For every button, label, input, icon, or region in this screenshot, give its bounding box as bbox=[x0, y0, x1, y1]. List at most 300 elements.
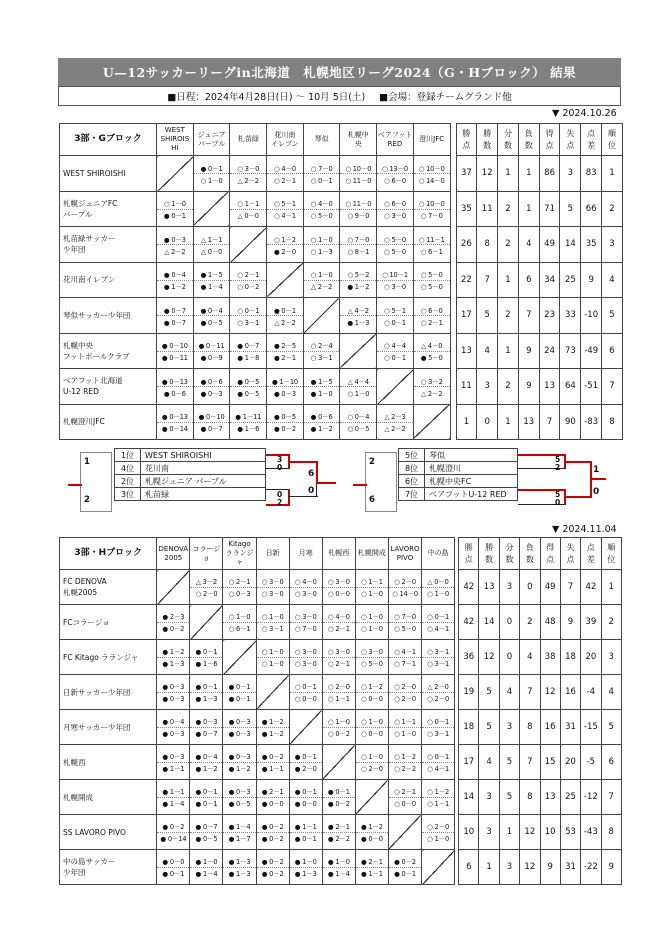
diagonal-cell bbox=[388, 815, 421, 850]
stat-cell: 12 bbox=[477, 156, 498, 192]
result-1: ● 0－3 bbox=[163, 235, 186, 244]
result-1: ● 2－1 bbox=[360, 858, 383, 867]
result-cell bbox=[377, 333, 414, 369]
stat-cell: 5 bbox=[499, 745, 519, 780]
result-1: ○ 3－0 bbox=[237, 164, 260, 173]
stat-cell: 7 bbox=[518, 298, 539, 334]
result-1: ○ 2－0 bbox=[327, 683, 350, 692]
result-2: ○ 5－0 bbox=[304, 209, 340, 221]
result-2: ● 1－3 bbox=[340, 315, 376, 327]
result-2: ○ 1－1 bbox=[422, 797, 454, 809]
result-1: ● 1－4 bbox=[228, 823, 251, 832]
result-2: ● 2－0 bbox=[290, 762, 322, 774]
result-2: ● 0－3 bbox=[157, 727, 189, 739]
stat-cell: 13 bbox=[539, 369, 560, 405]
stat-cell: 1 bbox=[498, 156, 519, 192]
result-1: ○ 1－0 bbox=[360, 718, 383, 727]
result-cell bbox=[322, 815, 355, 850]
result-1: ○ 5－2 bbox=[347, 271, 370, 279]
col-header: 琴似 bbox=[303, 124, 340, 156]
result-cell bbox=[340, 298, 377, 334]
result-2: ● 1－4 bbox=[194, 280, 230, 292]
score: 2 bbox=[277, 498, 283, 507]
stat-cell: 1 bbox=[498, 333, 519, 369]
result-2: ○ 1－0 bbox=[389, 727, 421, 739]
stat-cell: 12 bbox=[540, 675, 560, 710]
result-1: ○ 1－0 bbox=[360, 613, 383, 622]
result-1: ● 0－2 bbox=[162, 823, 185, 832]
result-2: ● 0－3 bbox=[223, 727, 255, 739]
result-1: ● 0－4 bbox=[162, 718, 185, 727]
team: 札幌澄川 bbox=[425, 462, 518, 475]
col-header: 中の島 bbox=[422, 538, 455, 570]
stat-cell: 49 bbox=[540, 570, 560, 605]
result-cell bbox=[157, 404, 194, 440]
stat-cell: 22 bbox=[456, 262, 477, 298]
score: 0 bbox=[277, 490, 283, 499]
result-2: ● 0－0 bbox=[257, 797, 289, 809]
result-1: ○ 1－0 bbox=[228, 613, 251, 622]
stat-cell: 5 bbox=[477, 298, 498, 334]
rank: 2位 bbox=[115, 475, 141, 488]
stat-cell: 6 bbox=[601, 745, 621, 780]
stat-cell: 17 bbox=[459, 745, 479, 780]
col-header: コラージョ bbox=[190, 538, 223, 570]
stat-cell: 7 bbox=[520, 675, 540, 710]
result-cell bbox=[157, 262, 194, 298]
stat-header: 順位 bbox=[601, 538, 621, 570]
stat-cell: 3 bbox=[602, 227, 623, 263]
result-2: ○ 3－1 bbox=[422, 657, 454, 669]
result-cell bbox=[190, 815, 223, 850]
result-2: ○ 7－1 bbox=[389, 657, 421, 669]
score: 5 bbox=[555, 455, 561, 464]
result-1: ○ 11－1 bbox=[418, 235, 445, 244]
result-2: ● 1－3 bbox=[190, 692, 222, 704]
result-2: ○ 0－0 bbox=[356, 692, 388, 704]
stat-cell: 1 bbox=[499, 815, 519, 850]
result-1: △ 4－2 bbox=[347, 306, 369, 315]
rank: 1位 bbox=[115, 449, 141, 462]
stat-cell: 7 bbox=[601, 780, 621, 815]
result-cell bbox=[157, 227, 194, 263]
stat-cell: 35 bbox=[581, 227, 602, 263]
result-1: ● 0－5 bbox=[237, 377, 260, 386]
result-cell bbox=[413, 191, 450, 227]
result-cell bbox=[193, 333, 230, 369]
result-cell bbox=[289, 640, 322, 675]
result-2: ○ 4－1 bbox=[422, 622, 454, 634]
result-1: ○ 1－0 bbox=[327, 718, 350, 727]
result-2: ● 0－7 bbox=[157, 315, 193, 327]
score: 0 bbox=[277, 463, 283, 472]
result-2: ● 0－3 bbox=[267, 386, 303, 398]
result-1: ● 0－2 bbox=[261, 858, 284, 867]
result-cell bbox=[303, 262, 340, 298]
result-2: ○ 5－0 bbox=[377, 244, 413, 256]
stat-cell: 1 bbox=[601, 570, 621, 605]
diagonal-cell bbox=[223, 640, 256, 675]
stat-cell: 4 bbox=[477, 333, 498, 369]
stat-cell: 38 bbox=[540, 640, 560, 675]
result-1: ○ 13－0 bbox=[382, 164, 408, 173]
result-2: ○ 1－0 bbox=[257, 657, 289, 669]
result-1: ● 1－3 bbox=[228, 858, 251, 867]
diagonal-cell bbox=[190, 605, 223, 640]
stat-cell: 0 bbox=[499, 605, 519, 640]
stat-cell: 3 bbox=[499, 710, 519, 745]
result-2: ○ 6－0 bbox=[377, 173, 413, 185]
result-2: ● 0－1 bbox=[157, 209, 193, 221]
result-cell bbox=[193, 227, 230, 263]
result-cell bbox=[422, 675, 455, 710]
result-cell bbox=[413, 298, 450, 334]
result-2: ○ 0－0 bbox=[356, 727, 388, 739]
diagonal-cell bbox=[303, 298, 340, 334]
result-1: ● 0－2 bbox=[261, 823, 284, 832]
result-1: ○ 5－1 bbox=[273, 200, 296, 208]
stat-cell: 20 bbox=[560, 745, 580, 780]
result-1: ● 0－3 bbox=[228, 718, 251, 727]
block-title: 3部・Hブロック bbox=[60, 538, 157, 570]
col-header: LAVORO PIVO bbox=[388, 538, 421, 570]
result-cell bbox=[289, 570, 322, 605]
stat-cell: 4 bbox=[518, 227, 539, 263]
col-header: 札幌中 央 bbox=[340, 124, 377, 156]
result-cell bbox=[157, 850, 190, 885]
stat-cell: -15 bbox=[581, 710, 601, 745]
table-row bbox=[60, 404, 623, 440]
result-cell bbox=[388, 745, 421, 780]
result-1: ○ 5－0 bbox=[384, 235, 406, 244]
result-1: ● 1－10 bbox=[271, 377, 298, 386]
result-cell bbox=[230, 404, 267, 440]
result-2: ○ 0－1 bbox=[377, 351, 413, 363]
result-1: ○ 1－2 bbox=[394, 753, 416, 762]
stat-cell: 1 bbox=[479, 850, 499, 885]
result-cell bbox=[256, 780, 289, 815]
stat-cell: 1 bbox=[498, 404, 519, 440]
team-name: SS LAVORO PIVO bbox=[60, 815, 157, 850]
result-cell bbox=[355, 605, 388, 640]
stat-cell: 5 bbox=[602, 298, 623, 334]
stat-cell: 42 bbox=[459, 570, 479, 605]
result-cell bbox=[256, 815, 289, 850]
result-1: ○ 1－1 bbox=[237, 200, 260, 208]
result-1: ○ 3－0 bbox=[261, 578, 284, 587]
result-1: ● 0－1 bbox=[200, 164, 223, 173]
result-cell bbox=[422, 605, 455, 640]
result-2: ● 0－2 bbox=[157, 622, 189, 634]
result-cell bbox=[193, 298, 230, 334]
result-1: ○ 4－0 bbox=[327, 613, 350, 622]
result-1: ● 2－3 bbox=[162, 613, 185, 622]
table-row bbox=[60, 675, 622, 710]
result-1: ● 2－1 bbox=[327, 823, 350, 832]
result-2: ● 0－3 bbox=[157, 692, 189, 704]
result-cell bbox=[256, 710, 289, 745]
result-cell bbox=[377, 191, 414, 227]
result-cell bbox=[422, 815, 455, 850]
result-1: ○ 1－0 bbox=[310, 235, 333, 244]
result-2: ○ 0－1 bbox=[377, 315, 413, 327]
result-cell bbox=[422, 780, 455, 815]
result-cell bbox=[355, 745, 388, 780]
result-cell bbox=[256, 640, 289, 675]
stat-cell: 15 bbox=[540, 745, 560, 780]
result-1: ○ 4－1 bbox=[394, 648, 416, 657]
result-2: ○ 0－3 bbox=[223, 587, 255, 599]
stat-cell: 11 bbox=[456, 369, 477, 405]
result-2: ● 0－1 bbox=[290, 832, 322, 844]
result-cell bbox=[230, 156, 267, 192]
team: WEST SHIROISHI bbox=[141, 449, 266, 462]
stat-cell: 5 bbox=[499, 780, 519, 815]
result-2: ○ 1－0 bbox=[356, 587, 388, 599]
result-2: ○ 7－0 bbox=[414, 209, 450, 221]
result-2: ○ 1－0 bbox=[356, 622, 388, 634]
result-2: ○ 2－0 bbox=[356, 762, 388, 774]
stat-cell: 2 bbox=[498, 298, 519, 334]
result-1: △ 0－0 bbox=[427, 578, 449, 587]
result-2: ● 2－2 bbox=[323, 832, 355, 844]
result-cell bbox=[340, 156, 377, 192]
result-1: △ 2－0 bbox=[427, 683, 449, 692]
result-2: △ 2－2 bbox=[414, 386, 450, 398]
stat-cell: 3 bbox=[601, 640, 621, 675]
result-1: ○ 3－0 bbox=[360, 648, 383, 657]
stat-cell: 3 bbox=[479, 815, 499, 850]
stat-cell: 25 bbox=[560, 780, 580, 815]
result-2: △ 2－2 bbox=[267, 315, 303, 327]
result-cell bbox=[413, 333, 450, 369]
venue-text: ■会場：登録チームグランド他 bbox=[379, 92, 512, 103]
col-header: 札苗緑 bbox=[230, 124, 267, 156]
block-h-table bbox=[59, 537, 622, 885]
result-cell bbox=[289, 745, 322, 780]
result-cell bbox=[322, 710, 355, 745]
result-2: ● 0－2 bbox=[267, 422, 303, 434]
result-1: ○ 1－0 bbox=[163, 200, 186, 208]
stat-cell: 0 bbox=[477, 404, 498, 440]
result-2: ○ 3－0 bbox=[377, 209, 413, 221]
stat-cell: -83 bbox=[581, 404, 602, 440]
result-cell bbox=[190, 850, 223, 885]
team: 札幌ジュニア パープル bbox=[141, 475, 266, 488]
score: 0 bbox=[555, 498, 561, 507]
rank: 5位 bbox=[399, 449, 425, 462]
result-cell bbox=[377, 156, 414, 192]
result-cell bbox=[388, 780, 421, 815]
result-cell bbox=[413, 262, 450, 298]
stat-header: 順位 bbox=[602, 124, 623, 156]
stat-header: 勝点 bbox=[456, 124, 477, 156]
result-2: ● 0－1 bbox=[157, 867, 189, 879]
result-2: △ 0－0 bbox=[230, 209, 266, 221]
result-2: ○ 11－0 bbox=[340, 173, 376, 185]
result-1: ○ 6－0 bbox=[420, 306, 443, 315]
result-2: ● 1－4 bbox=[157, 797, 189, 809]
result-1: ● 0－1 bbox=[294, 788, 317, 797]
team-name: FC DENOVA 札幌2005 bbox=[60, 570, 157, 605]
result-cell bbox=[157, 745, 190, 780]
result-2: ○ 5－0 bbox=[356, 657, 388, 669]
result-1: ● 0－11 bbox=[198, 342, 225, 350]
stat-cell: 24 bbox=[539, 333, 560, 369]
stat-cell: 71 bbox=[539, 191, 560, 227]
stat-cell: 16 bbox=[560, 675, 580, 710]
result-2: ○ 9－0 bbox=[340, 209, 376, 221]
rank: 3位 bbox=[115, 488, 141, 501]
stat-header: 失点 bbox=[560, 538, 580, 570]
stat-cell: -10 bbox=[581, 298, 602, 334]
result-2: ● 1－3 bbox=[290, 867, 322, 879]
result-2: ○ 4－1 bbox=[422, 762, 454, 774]
stat-cell: 13 bbox=[540, 780, 560, 815]
stat-cell: 2 bbox=[602, 191, 623, 227]
team-name: 札幌澄川JFC bbox=[60, 404, 157, 440]
result-1: ● 1－0 bbox=[294, 858, 317, 867]
result-1: ● 0－10 bbox=[161, 342, 188, 350]
result-cell bbox=[303, 404, 340, 440]
stat-cell: -12 bbox=[581, 780, 601, 815]
result-cell bbox=[377, 404, 414, 440]
result-cell bbox=[193, 156, 230, 192]
result-2: ○ 5－0 bbox=[414, 280, 450, 292]
stat-cell: 9 bbox=[601, 850, 621, 885]
result-cell bbox=[223, 675, 256, 710]
stat-header: 失点 bbox=[560, 124, 581, 156]
result-1: ○ 7－0 bbox=[394, 613, 416, 622]
result-1: ○ 5－0 bbox=[420, 271, 443, 279]
result-cell bbox=[190, 710, 223, 745]
stat-cell: 3 bbox=[479, 780, 499, 815]
stat-cell: 6 bbox=[602, 333, 623, 369]
score: 5 bbox=[555, 490, 561, 499]
result-2: ● 1－2 bbox=[223, 762, 255, 774]
block-g-date: ▼ 2024.10.26 bbox=[552, 108, 617, 119]
result-cell bbox=[322, 780, 355, 815]
result-1: ● 0－10 bbox=[198, 413, 225, 421]
result-cell bbox=[267, 156, 304, 192]
result-1: ● 0－6 bbox=[200, 377, 223, 386]
stat-cell: 12 bbox=[479, 640, 499, 675]
stat-cell: 2 bbox=[520, 605, 540, 640]
result-1: ● 0－13 bbox=[161, 377, 188, 386]
result-cell bbox=[322, 570, 355, 605]
result-1: ● 0－4 bbox=[163, 271, 186, 279]
diagonal-cell bbox=[230, 227, 267, 263]
result-1: ○ 1－0 bbox=[310, 271, 333, 279]
stat-header: 得点 bbox=[539, 124, 560, 156]
result-2: ○ 3－1 bbox=[304, 351, 340, 363]
result-cell bbox=[355, 570, 388, 605]
result-2: ● 0－14 bbox=[157, 422, 193, 434]
result-cell bbox=[388, 675, 421, 710]
result-2: ○ 14－0 bbox=[389, 587, 421, 599]
stat-cell: 9 bbox=[518, 333, 539, 369]
stat-cell: 36 bbox=[459, 640, 479, 675]
stat-cell: -22 bbox=[581, 850, 601, 885]
result-cell bbox=[267, 227, 304, 263]
stat-cell: 49 bbox=[539, 227, 560, 263]
stat-cell: 14 bbox=[560, 227, 581, 263]
result-cell bbox=[289, 675, 322, 710]
team-name: 花川南イレブン bbox=[60, 262, 157, 298]
stat-cell: 8 bbox=[602, 404, 623, 440]
result-2: ○ 3－0 bbox=[257, 587, 289, 599]
stat-cell: -4 bbox=[581, 675, 601, 710]
stat-cell: 9 bbox=[518, 369, 539, 405]
result-1: ● 0－3 bbox=[228, 788, 251, 797]
team-name: 月寒サッカー少年団 bbox=[60, 710, 157, 745]
stat-cell: 64 bbox=[560, 369, 581, 405]
result-cell bbox=[322, 640, 355, 675]
stat-cell: 35 bbox=[456, 191, 477, 227]
stat-cell: 42 bbox=[581, 570, 601, 605]
stat-cell: 73 bbox=[560, 333, 581, 369]
result-1: ○ 10－1 bbox=[382, 271, 408, 279]
result-1: ○ 4－0 bbox=[273, 164, 296, 173]
result-2: ● 0－9 bbox=[194, 351, 230, 363]
result-1: ● 1－2 bbox=[261, 718, 284, 727]
stat-cell: 33 bbox=[560, 298, 581, 334]
stat-cell: 8 bbox=[520, 710, 540, 745]
result-1: ○ 1－0 bbox=[261, 613, 284, 622]
result-1: ● 0－3 bbox=[162, 683, 185, 692]
result-2: ○ 2－0 bbox=[190, 587, 222, 599]
bracket-left-num: 1 bbox=[84, 457, 90, 467]
result-cell bbox=[157, 333, 194, 369]
col-header: ジュニア パープル bbox=[193, 124, 230, 156]
result-2: ○ 0－5 bbox=[340, 422, 376, 434]
result-2: ● 0－5 bbox=[194, 315, 230, 327]
stat-cell: 3 bbox=[560, 156, 581, 192]
result-1: ● 2－1 bbox=[261, 788, 284, 797]
result-cell bbox=[190, 675, 223, 710]
result-1: ○ 3－0 bbox=[327, 578, 350, 587]
result-cell bbox=[267, 191, 304, 227]
result-2: ○ 8－1 bbox=[340, 244, 376, 256]
result-cell bbox=[355, 710, 388, 745]
result-2: ○ 1－3 bbox=[304, 244, 340, 256]
result-2: ● 1－8 bbox=[230, 351, 266, 363]
col-header: 月寒 bbox=[289, 538, 322, 570]
result-1: ● 0－3 bbox=[162, 753, 185, 762]
stat-cell: 7 bbox=[602, 369, 623, 405]
result-cell bbox=[322, 850, 355, 885]
team: 花川南 bbox=[141, 462, 266, 475]
stat-cell: 2 bbox=[498, 369, 519, 405]
table-row bbox=[60, 570, 622, 605]
result-2: ○ 7－0 bbox=[290, 622, 322, 634]
result-2: ● 1－2 bbox=[257, 727, 289, 739]
result-cell bbox=[256, 570, 289, 605]
stat-cell: 19 bbox=[459, 675, 479, 710]
score: 1 bbox=[593, 465, 600, 475]
rank: 8位 bbox=[399, 462, 425, 475]
result-1: ○ 2－0 bbox=[427, 823, 449, 832]
result-1: ● 1－2 bbox=[162, 648, 185, 657]
stat-header: 点差 bbox=[581, 538, 601, 570]
result-1: ● 0－2 bbox=[394, 858, 416, 867]
result-2: ● 0－2 bbox=[257, 832, 289, 844]
team-name: ベアフット北海道 U-12 RED bbox=[60, 369, 157, 405]
team-name: 札幌開成 bbox=[60, 780, 157, 815]
stat-cell: 2 bbox=[498, 227, 519, 263]
team: 札苗緑 bbox=[141, 488, 266, 501]
result-cell bbox=[223, 815, 256, 850]
